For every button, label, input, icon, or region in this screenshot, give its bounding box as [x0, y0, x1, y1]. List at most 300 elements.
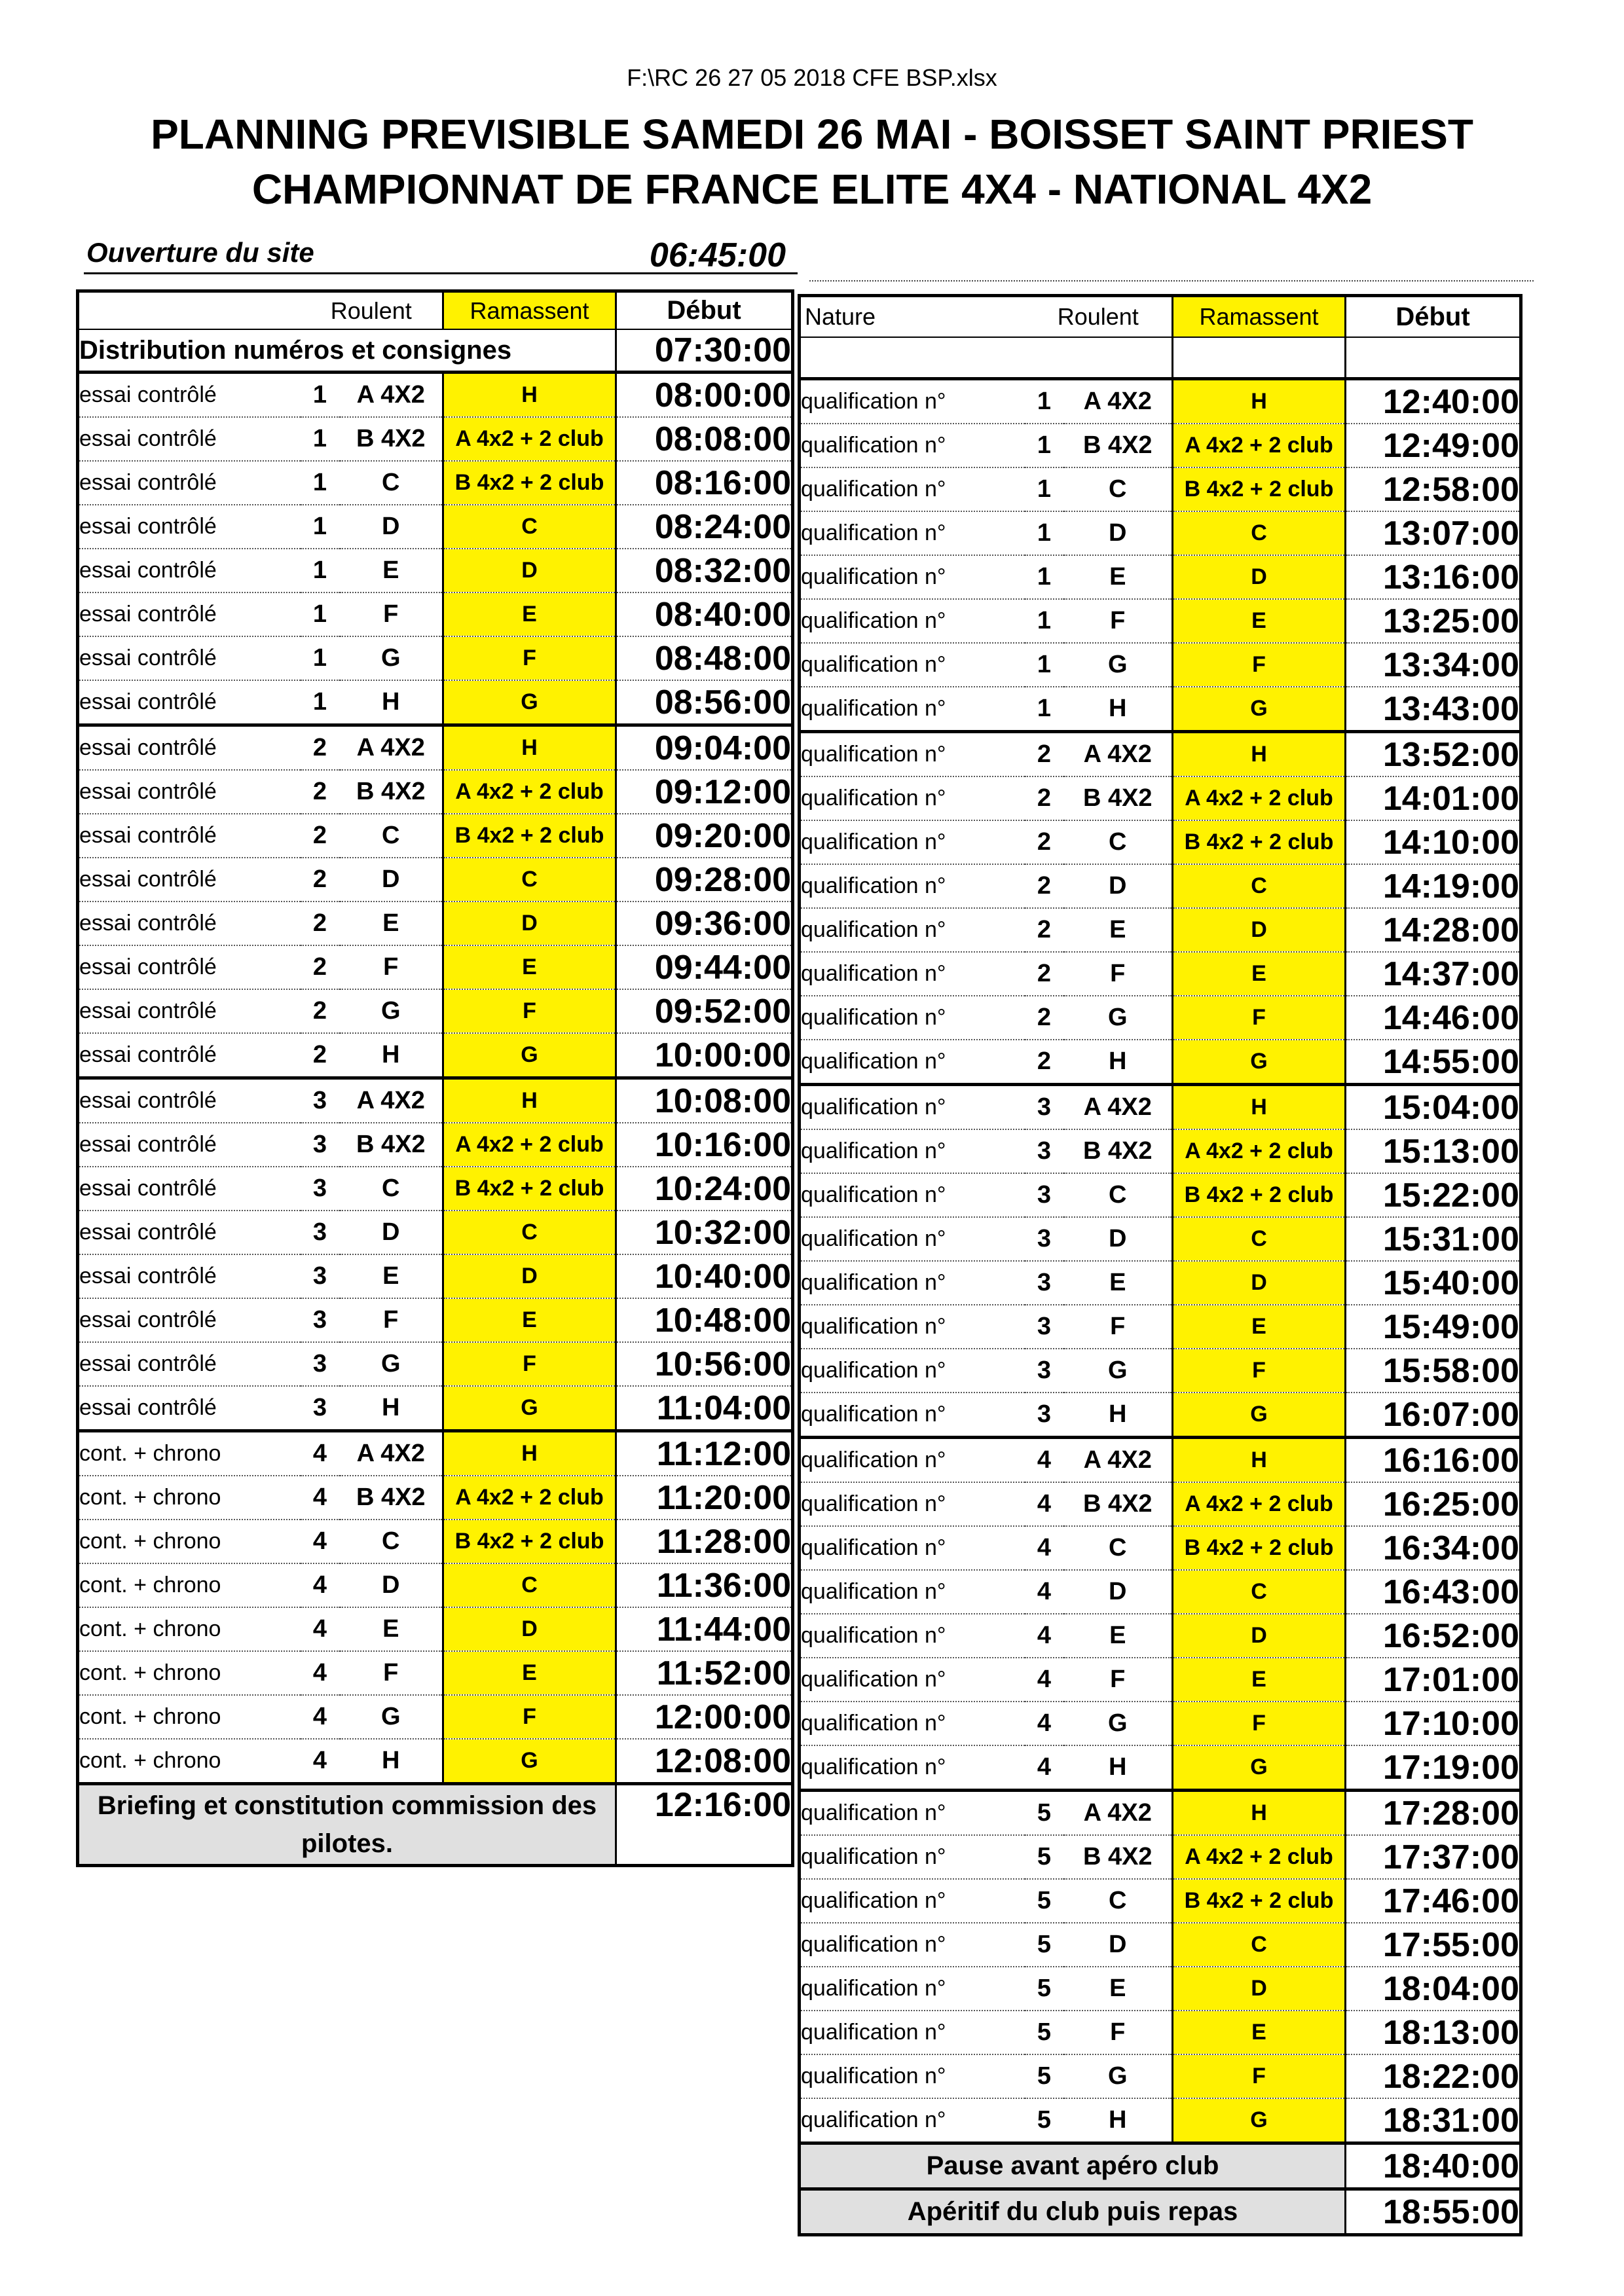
schedule-row — [78, 636, 793, 680]
row-nature: qualification n° — [800, 1967, 1025, 2011]
row-pickup-group: A 4x2 + 2 club — [443, 1476, 616, 1520]
row-group: E — [1064, 1967, 1173, 2011]
row-pickup-group: E — [443, 945, 616, 989]
row-nature: essai contrôlé — [78, 1078, 301, 1123]
row-lap: 3 — [1025, 1349, 1064, 1393]
schedule-row — [800, 1835, 1521, 1879]
footer-label: Apéritif du club puis repas — [800, 2189, 1346, 2235]
row-group: F — [340, 945, 443, 989]
row-lap: 4 — [1025, 1702, 1064, 1745]
row-start-time: 10:56:00 — [616, 1342, 793, 1386]
row-nature: essai contrôlé — [78, 989, 301, 1033]
row-lap: 3 — [1025, 1129, 1064, 1173]
row-start-time: 08:24:00 — [616, 505, 793, 549]
schedule-row — [800, 1570, 1521, 1614]
row-nature: essai contrôlé — [78, 1033, 301, 1078]
row-pickup-group: F — [1173, 1702, 1346, 1745]
row-pickup-group: G — [443, 1033, 616, 1078]
row-group: C — [1064, 467, 1173, 511]
row-start-time: 15:58:00 — [1346, 1349, 1521, 1393]
row-lap: 2 — [301, 814, 340, 858]
row-group: F — [1064, 1305, 1173, 1349]
schedule-row — [800, 1879, 1521, 1923]
row-lap: 5 — [1025, 1923, 1064, 1967]
row-start-time: 17:01:00 — [1346, 1658, 1521, 1702]
row-nature: essai contrôlé — [78, 549, 301, 592]
schedule-row — [800, 1923, 1521, 1967]
schedule-row — [78, 1651, 793, 1695]
briefing-label: Briefing et constitution commission des pilotes. — [78, 1784, 616, 1866]
row-pickup-group: B 4x2 + 2 club — [1173, 467, 1346, 511]
schedule-row — [800, 1526, 1521, 1570]
schedule-row — [800, 1305, 1521, 1349]
row-lap: 5 — [1025, 2011, 1064, 2054]
row-nature: cont. + chrono — [78, 1651, 301, 1695]
row-start-time: 18:04:00 — [1346, 1967, 1521, 2011]
row-pickup-group: A 4x2 + 2 club — [443, 770, 616, 814]
row-pickup-group: C — [443, 858, 616, 902]
row-start-time: 16:25:00 — [1346, 1482, 1521, 1526]
row-lap: 4 — [301, 1431, 340, 1476]
row-start-time: 15:04:00 — [1346, 1085, 1521, 1130]
footer-row — [800, 2189, 1521, 2235]
row-nature: essai contrôlé — [78, 1386, 301, 1431]
row-pickup-group: G — [443, 1739, 616, 1784]
row-pickup-group: H — [443, 1078, 616, 1123]
schedule-row — [78, 1563, 793, 1607]
row-pickup-group: B 4x2 + 2 club — [1173, 1879, 1346, 1923]
row-lap: 2 — [301, 725, 340, 771]
row-start-time: 09:20:00 — [616, 814, 793, 858]
row-start-time: 12:58:00 — [1346, 467, 1521, 511]
row-nature: essai contrôlé — [78, 417, 301, 461]
table-header-spacer — [800, 337, 1521, 379]
schedule-row — [78, 1739, 793, 1784]
row-lap: 1 — [301, 505, 340, 549]
row-nature: qualification n° — [800, 511, 1025, 555]
row-lap: 2 — [301, 945, 340, 989]
row-group: E — [1064, 1261, 1173, 1305]
row-pickup-group: F — [443, 636, 616, 680]
row-group: A 4X2 — [1064, 379, 1173, 424]
row-pickup-group: G — [1173, 687, 1346, 732]
row-start-time: 16:52:00 — [1346, 1614, 1521, 1658]
row-group: A 4X2 — [1064, 732, 1173, 777]
row-group: C — [340, 461, 443, 505]
row-group: H — [1064, 1393, 1173, 1438]
schedule-row — [800, 1745, 1521, 1791]
header-roulent: Roulent — [1025, 296, 1173, 338]
row-nature: qualification n° — [800, 1129, 1025, 1173]
row-lap: 3 — [1025, 1217, 1064, 1261]
row-pickup-group: F — [1173, 1349, 1346, 1393]
row-lap: 4 — [301, 1695, 340, 1739]
row-start-time: 13:43:00 — [1346, 687, 1521, 732]
schedule-row — [78, 1476, 793, 1520]
row-nature: qualification n° — [800, 555, 1025, 599]
row-nature: qualification n° — [800, 1085, 1025, 1130]
row-pickup-group: A 4x2 + 2 club — [443, 1123, 616, 1167]
row-pickup-group: F — [443, 989, 616, 1033]
row-lap: 4 — [301, 1607, 340, 1651]
site-opening — [84, 233, 798, 274]
schedule-row — [78, 1211, 793, 1254]
row-pickup-group: A 4x2 + 2 club — [1173, 424, 1346, 467]
row-pickup-group: D — [1173, 1967, 1346, 2011]
row-start-time: 14:46:00 — [1346, 996, 1521, 1040]
row-lap: 3 — [301, 1298, 340, 1342]
row-group: H — [1064, 2098, 1173, 2143]
schedule-row — [800, 2011, 1521, 2054]
row-lap: 5 — [1025, 2054, 1064, 2098]
afternoon-schedule-table — [798, 294, 1522, 2236]
page-subtitle: CHAMPIONNAT DE FRANCE ELITE 4X4 - NATIONAL 4X2 — [251, 166, 1373, 213]
schedule-row — [800, 996, 1521, 1040]
row-nature: qualification n° — [800, 2054, 1025, 2098]
row-nature: cont. + chrono — [78, 1431, 301, 1476]
row-pickup-group: F — [443, 1695, 616, 1739]
row-pickup-group: A 4x2 + 2 club — [1173, 1129, 1346, 1173]
schedule-row — [78, 680, 793, 725]
row-start-time: 08:08:00 — [616, 417, 793, 461]
briefing-time: 12:16:00 — [616, 1784, 793, 1866]
row-pickup-group: F — [1173, 2054, 1346, 2098]
row-lap: 2 — [301, 989, 340, 1033]
row-pickup-group: C — [443, 1563, 616, 1607]
row-group: G — [340, 989, 443, 1033]
row-pickup-group: C — [443, 1211, 616, 1254]
row-group: C — [1064, 1879, 1173, 1923]
row-nature: qualification n° — [800, 1835, 1025, 1879]
row-lap: 1 — [1025, 511, 1064, 555]
schedule-row — [78, 461, 793, 505]
row-group: A 4X2 — [1064, 1085, 1173, 1130]
row-start-time: 09:12:00 — [616, 770, 793, 814]
row-pickup-group: A 4x2 + 2 club — [443, 417, 616, 461]
row-start-time: 15:40:00 — [1346, 1261, 1521, 1305]
schedule-row — [800, 1393, 1521, 1438]
row-nature: qualification n° — [800, 599, 1025, 643]
row-start-time: 10:08:00 — [616, 1078, 793, 1123]
row-nature: essai contrôlé — [78, 945, 301, 989]
row-group: A 4X2 — [1064, 1791, 1173, 1836]
row-lap: 5 — [1025, 1791, 1064, 1836]
schedule-row — [78, 1167, 793, 1211]
briefing-row — [78, 1784, 793, 1866]
row-start-time: 12:00:00 — [616, 1695, 793, 1739]
header-ramassent: Ramassent — [1173, 296, 1346, 338]
schedule-row — [78, 1123, 793, 1167]
row-pickup-group: E — [443, 592, 616, 636]
row-pickup-group: G — [443, 1386, 616, 1431]
row-lap: 4 — [1025, 1614, 1064, 1658]
row-lap: 1 — [301, 680, 340, 725]
row-group: D — [340, 1211, 443, 1254]
row-group: A 4X2 — [340, 1431, 443, 1476]
row-lap: 1 — [301, 592, 340, 636]
row-group: B 4X2 — [1064, 776, 1173, 820]
schedule-row — [800, 511, 1521, 555]
schedule-row — [78, 902, 793, 945]
site-opening-label: Ouverture du site — [86, 237, 314, 268]
row-start-time: 13:16:00 — [1346, 555, 1521, 599]
row-lap: 2 — [1025, 776, 1064, 820]
schedule-row — [800, 1129, 1521, 1173]
row-nature: essai contrôlé — [78, 814, 301, 858]
row-group: H — [340, 1739, 443, 1784]
row-group: F — [340, 592, 443, 636]
row-lap: 1 — [1025, 599, 1064, 643]
schedule-row — [800, 555, 1521, 599]
schedule-row — [800, 1349, 1521, 1393]
schedule-row — [800, 2098, 1521, 2143]
row-nature: qualification n° — [800, 1658, 1025, 1702]
row-pickup-group: H — [443, 373, 616, 418]
row-lap: 2 — [301, 770, 340, 814]
row-group: E — [1064, 908, 1173, 952]
row-lap: 4 — [301, 1651, 340, 1695]
row-lap: 2 — [1025, 996, 1064, 1040]
row-lap: 1 — [301, 549, 340, 592]
row-lap: 1 — [1025, 424, 1064, 467]
row-group: D — [1064, 511, 1173, 555]
row-nature: qualification n° — [800, 1349, 1025, 1393]
row-lap: 3 — [301, 1386, 340, 1431]
row-start-time: 12:49:00 — [1346, 424, 1521, 467]
row-pickup-group: D — [443, 1607, 616, 1651]
row-lap: 3 — [301, 1342, 340, 1386]
row-group: A 4X2 — [1064, 1438, 1173, 1483]
row-nature: essai contrôlé — [78, 1167, 301, 1211]
row-nature: qualification n° — [800, 643, 1025, 687]
row-pickup-group: D — [443, 549, 616, 592]
row-pickup-group: B 4x2 + 2 club — [443, 1167, 616, 1211]
row-start-time: 14:28:00 — [1346, 908, 1521, 952]
row-group: E — [340, 549, 443, 592]
row-nature: qualification n° — [800, 1614, 1025, 1658]
row-nature: qualification n° — [800, 996, 1025, 1040]
row-lap: 2 — [1025, 732, 1064, 777]
row-lap: 4 — [1025, 1438, 1064, 1483]
row-pickup-group: G — [1173, 1040, 1346, 1085]
row-nature: qualification n° — [800, 1482, 1025, 1526]
row-nature: qualification n° — [800, 1438, 1025, 1483]
row-start-time: 11:04:00 — [616, 1386, 793, 1431]
row-group: G — [1064, 643, 1173, 687]
schedule-row — [78, 1342, 793, 1386]
row-lap: 3 — [1025, 1305, 1064, 1349]
row-group: E — [340, 1607, 443, 1651]
schedule-row — [800, 379, 1521, 424]
table-header — [800, 296, 1521, 338]
row-group: F — [1064, 2011, 1173, 2054]
row-start-time: 17:55:00 — [1346, 1923, 1521, 1967]
row-pickup-group: E — [1173, 1305, 1346, 1349]
row-start-time: 09:44:00 — [616, 945, 793, 989]
row-nature: essai contrôlé — [78, 1211, 301, 1254]
divider — [809, 280, 1534, 282]
row-lap: 2 — [1025, 864, 1064, 908]
row-nature: essai contrôlé — [78, 1254, 301, 1298]
row-nature: essai contrôlé — [78, 505, 301, 549]
row-group: D — [1064, 1570, 1173, 1614]
row-nature: qualification n° — [800, 1261, 1025, 1305]
row-lap: 3 — [301, 1211, 340, 1254]
row-group: A 4X2 — [340, 1078, 443, 1123]
row-pickup-group: E — [1173, 2011, 1346, 2054]
row-start-time: 10:00:00 — [616, 1033, 793, 1078]
row-pickup-group: F — [1173, 996, 1346, 1040]
row-nature: qualification n° — [800, 467, 1025, 511]
row-pickup-group: H — [1173, 732, 1346, 777]
schedule-row — [800, 1967, 1521, 2011]
row-lap: 4 — [301, 1520, 340, 1563]
row-start-time: 08:48:00 — [616, 636, 793, 680]
row-group: G — [1064, 1349, 1173, 1393]
row-nature: qualification n° — [800, 1173, 1025, 1217]
row-pickup-group: A 4x2 + 2 club — [1173, 1482, 1346, 1526]
row-pickup-group: E — [1173, 599, 1346, 643]
row-start-time: 11:52:00 — [616, 1651, 793, 1695]
row-group: C — [340, 1520, 443, 1563]
row-lap: 5 — [1025, 1835, 1064, 1879]
schedule-row — [78, 1607, 793, 1651]
row-start-time: 09:04:00 — [616, 725, 793, 771]
schedule-row — [800, 952, 1521, 996]
schedule-row — [78, 1298, 793, 1342]
row-start-time: 18:13:00 — [1346, 2011, 1521, 2054]
row-start-time: 11:20:00 — [616, 1476, 793, 1520]
row-start-time: 10:48:00 — [616, 1298, 793, 1342]
schedule-row — [800, 1614, 1521, 1658]
row-start-time: 13:07:00 — [1346, 511, 1521, 555]
header-nature: Nature — [800, 296, 1025, 338]
row-lap: 3 — [301, 1078, 340, 1123]
row-start-time: 16:43:00 — [1346, 1570, 1521, 1614]
row-nature: qualification n° — [800, 1526, 1025, 1570]
row-lap: 2 — [301, 858, 340, 902]
row-start-time: 14:01:00 — [1346, 776, 1521, 820]
row-lap: 4 — [1025, 1570, 1064, 1614]
schedule-row — [800, 908, 1521, 952]
row-nature: qualification n° — [800, 1570, 1025, 1614]
row-pickup-group: B 4x2 + 2 club — [443, 1520, 616, 1563]
schedule-row — [800, 732, 1521, 777]
row-group: B 4X2 — [1064, 1129, 1173, 1173]
row-lap: 2 — [1025, 820, 1064, 864]
row-pickup-group: G — [1173, 1745, 1346, 1791]
schedule-row — [78, 1695, 793, 1739]
row-nature: essai contrôlé — [78, 592, 301, 636]
row-group: D — [1064, 1217, 1173, 1261]
row-pickup-group: E — [1173, 952, 1346, 996]
row-pickup-group: E — [443, 1651, 616, 1695]
footer-label: Pause avant apéro club — [800, 2143, 1346, 2189]
row-start-time: 09:52:00 — [616, 989, 793, 1033]
row-pickup-group: B 4x2 + 2 club — [443, 461, 616, 505]
schedule-row — [78, 417, 793, 461]
row-start-time: 10:40:00 — [616, 1254, 793, 1298]
row-group: H — [340, 1386, 443, 1431]
row-group: G — [1064, 996, 1173, 1040]
row-nature: essai contrôlé — [78, 373, 301, 418]
row-nature: qualification n° — [800, 1040, 1025, 1085]
schedule-row — [800, 643, 1521, 687]
row-pickup-group: D — [443, 1254, 616, 1298]
row-lap: 4 — [1025, 1482, 1064, 1526]
row-lap: 5 — [1025, 2098, 1064, 2143]
row-lap: 1 — [1025, 555, 1064, 599]
schedule-row — [78, 858, 793, 902]
schedule-row — [800, 424, 1521, 467]
row-start-time: 17:46:00 — [1346, 1879, 1521, 1923]
row-group: D — [1064, 1923, 1173, 1967]
row-nature: qualification n° — [800, 1745, 1025, 1791]
row-start-time: 13:25:00 — [1346, 599, 1521, 643]
row-start-time: 18:22:00 — [1346, 2054, 1521, 2098]
row-lap: 4 — [301, 1563, 340, 1607]
row-start-time: 13:52:00 — [1346, 732, 1521, 777]
row-group: C — [1064, 820, 1173, 864]
row-start-time: 16:07:00 — [1346, 1393, 1521, 1438]
row-group: D — [340, 1563, 443, 1607]
row-group: H — [1064, 1040, 1173, 1085]
row-lap: 4 — [301, 1476, 340, 1520]
row-pickup-group: E — [443, 1298, 616, 1342]
row-pickup-group: C — [1173, 1570, 1346, 1614]
row-group: B 4X2 — [340, 417, 443, 461]
row-lap: 1 — [301, 636, 340, 680]
row-lap: 2 — [301, 902, 340, 945]
row-group: E — [1064, 555, 1173, 599]
row-nature: qualification n° — [800, 864, 1025, 908]
row-nature: essai contrôlé — [78, 1342, 301, 1386]
row-nature: cont. + chrono — [78, 1520, 301, 1563]
row-start-time: 08:32:00 — [616, 549, 793, 592]
row-nature: essai contrôlé — [78, 461, 301, 505]
row-group: E — [340, 1254, 443, 1298]
row-nature: cont. + chrono — [78, 1476, 301, 1520]
row-nature: qualification n° — [800, 379, 1025, 424]
row-nature: qualification n° — [800, 1702, 1025, 1745]
footer-time: 18:55:00 — [1346, 2189, 1521, 2235]
row-lap: 1 — [1025, 643, 1064, 687]
row-start-time: 08:00:00 — [616, 373, 793, 418]
row-lap: 3 — [301, 1123, 340, 1167]
schedule-row — [800, 1085, 1521, 1130]
row-start-time: 18:31:00 — [1346, 2098, 1521, 2143]
row-start-time: 10:16:00 — [616, 1123, 793, 1167]
row-lap: 1 — [301, 373, 340, 418]
row-start-time: 09:36:00 — [616, 902, 793, 945]
file-path: F:\RC 26 27 05 2018 CFE BSP.xlsx — [627, 64, 997, 91]
row-group: G — [1064, 2054, 1173, 2098]
row-group: F — [1064, 952, 1173, 996]
row-group: G — [340, 1342, 443, 1386]
row-start-time: 14:37:00 — [1346, 952, 1521, 996]
row-pickup-group: A 4x2 + 2 club — [1173, 1835, 1346, 1879]
schedule-row — [78, 1386, 793, 1431]
schedule-row — [78, 945, 793, 989]
row-group: H — [1064, 1745, 1173, 1791]
row-start-time: 13:34:00 — [1346, 643, 1521, 687]
row-start-time: 11:36:00 — [616, 1563, 793, 1607]
row-group: A 4X2 — [340, 373, 443, 418]
header-ramassent: Ramassent — [443, 291, 616, 330]
row-group: A 4X2 — [340, 725, 443, 771]
row-group: G — [340, 636, 443, 680]
footer-time: 18:40:00 — [1346, 2143, 1521, 2189]
